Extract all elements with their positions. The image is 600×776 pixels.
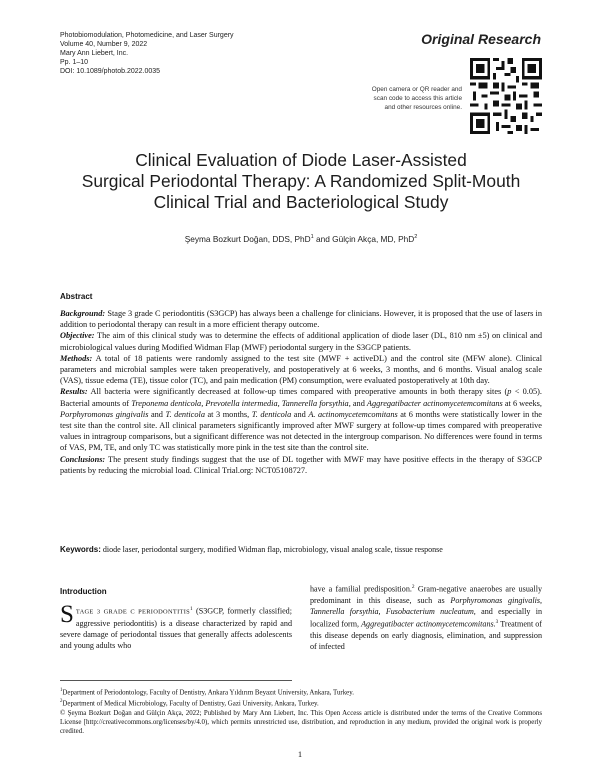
abstract-label: Conclusions: [60,454,106,464]
qr-note-line: scan code to access this article [373,95,462,102]
affiliation [60,697,542,708]
body-text: Treatment of this disease depends on early diagnosis, elimination, and suppression of infected [310,619,542,652]
abstract-conclusions [60,454,542,476]
page-number: 1 [297,749,303,759]
species-name: Aggregatibacter actinomycetemcomitans. [361,619,496,629]
affiliation-text: Department of Medical Microbiology, Faculty of Dentistry, Gazi University, Ankara, Turkey. [62,700,319,708]
drop-cap: S [60,601,74,628]
title-line: Clinical Evaluation of Diode Laser-Assisted [135,150,467,170]
publisher: Mary Ann Liebert, Inc. [60,50,129,57]
affiliation-marker: 1 [60,688,63,693]
journal-name: Photobiomodulation, Photomedicine, and Laser Surgery [60,32,234,39]
body-text: Gram-negative anaerobes are usually predominant in this disease, such as [310,584,543,605]
author-name: Gülçin Akça, MD, PhD [332,234,415,244]
small-caps-text: TAGE 3 GRADE C PERIODONTITIS [75,608,190,616]
affiliation [60,686,542,697]
title-line: Clinical Trial and Bacteriological Study [153,192,449,212]
qr-code-icon[interactable] [470,58,542,134]
affiliation-text: Department of Periodontology, Faculty of Dentistry, Ankara Yıldırım Beyazıt University, Ankara, Turkey. [62,689,354,697]
abstract-text: A total of 18 patients were randomly assigned to the test site (MWF + activeDL) and the control site (MFW alone). Clinical parameters and microbial samples were taken preoperatively, and postoperatively at 6 weeks, 3 months, and 6 months. Visual analog scale (VAS), tissue edema (TE), tissue color (TC), and pain medication (PM) consumption, were evaluated postoperatively at 10th day. [60,353,542,386]
body-column-left [60,601,292,652]
abstract-background [60,308,542,330]
reference-marker[interactable]: 1 [189,606,193,612]
abstract-text: and [148,409,166,419]
affiliation-marker: 2 [60,699,63,705]
keywords-text: diode laser, periodontal surgery, modified Widman flap, microbiology, visual analog scale, tissue response [100,545,443,554]
doi[interactable]: DOI: 10.1089/photob.2022.0035 [60,68,161,75]
author-name: Şeyma Bozkurt Doğan, DDS, PhD [184,234,311,244]
abstract-heading: Abstract [60,292,93,301]
qr-note [330,85,462,112]
species-name: Porphyromonas gingivalis [60,409,149,419]
abstract-text: < 0.05). Bacterial amounts of [60,387,542,408]
species-name: Porphyromonas gingivalis, Tannerella forsythia, Fusobacterium nucleatum, [310,595,542,617]
abstract-text: Stage 3 grade C periodontitis (S3GCP) has always been a challenge for clinicians. However, it is proposed that the use of lasers in addition to periodontal therapy can result in a more efficient therapy outcome. [60,309,542,330]
body-text: and especially in localized form, [310,607,542,629]
affiliations [60,686,542,709]
species-name: T. denticola [251,409,292,419]
qr-note-line: Open camera or QR reader and [371,86,462,93]
species-name: Aggregatibacter actinomycetemcomitans [366,398,503,408]
abstract-results [60,386,542,453]
abstract-text: and [350,398,367,408]
introduction-heading: Introduction [60,587,107,596]
abstract-text: and [291,409,309,419]
page-range: Pp. 1–10 [60,59,89,66]
abstract-text: The aim of this clinical study was to determine the effects of additional application of diode laser (DL, 810 nm ±5) on clinical and microbiological values during Modified Widman Flap (MWF) periodontal surgery in the S3GCP patients. [60,331,542,352]
abstract-text: at 3 months, [204,409,252,419]
abstract-objective [60,330,542,352]
section-label: Original Research [421,31,541,47]
affiliation-marker: 2 [414,234,418,241]
body-text: have a familial predisposition. [310,584,412,594]
license-notice: © Şeyma Bozkurt Doğan and Gülçin Akça, 2022; Published by Mary Ann Liebert, Inc. This Open Access article is distributed under the terms of the Creative Commons License [http://creativecommons.org/licenses/by/4.0), which permits unrestricted use, distribution, and reproduction in any medium, provided the original work is properly credited. [60,710,542,736]
species-name: A. actinomycetemcomitans [308,409,398,419]
title-line: Surgical Periodontal Therapy: A Randomized Split-Mouth [81,171,521,191]
abstract-label: Background: [60,309,106,318]
author-separator: and [313,234,333,244]
abstract-italic: p [507,387,512,397]
abstract-methods [60,353,542,387]
reference-marker[interactable]: 3 [495,619,499,626]
keywords [60,544,542,556]
author-list [60,234,542,244]
journal-meta [60,31,234,76]
footnote-divider [60,680,292,681]
species-name: Treponema denticola, Prevotella intermedia, Tannerella forsythia, [131,398,351,408]
abstract-label: Results: [60,387,88,397]
body-text: (S3GCP, formerly classified; aggressive periodontitis) is a disease characterized by rapid and severe damage of periodontal tissues that generally affects adolescents and young adults who [60,606,292,651]
body-column-right [310,582,542,653]
article-title [60,150,542,213]
species-name: T. denticola [165,409,205,419]
reference-marker[interactable]: 2 [411,584,415,590]
abstract-text: at 6 weeks, [502,398,542,408]
abstract-body [60,308,542,476]
abstract-text: All bacteria were significantly decreased at follow-up times compared with preoperative amounts in both therapy sites ( [87,387,508,397]
abstract-text: The present study findings suggest that the use of DL together with MWF may have positive effects in the therapy of S3GCP patients by reducing the microbial load. Clinical Trial.org: NCT05108727. [60,454,542,475]
qr-note-line: and other resources online. [384,104,462,111]
affiliation-marker: 1 [310,234,314,241]
keywords-label: Keywords: [60,545,101,554]
abstract-text: at 6 months were statistically lower in the test site than the control site. All clinical parameters significantly improved after MWF surgery at follow-up times compared with preoperative values in intragroup comparisons, but a significant difference was not detected in the intergroup comparison. No differences were found in terms of VAS, PM, TE, and only TC was statistically more pink in the test site than the control site. [60,409,542,453]
journal-volume: Volume 40, Number 9, 2022 [60,41,148,48]
abstract-label: Methods: [60,353,93,363]
abstract-label: Objective: [60,331,95,341]
